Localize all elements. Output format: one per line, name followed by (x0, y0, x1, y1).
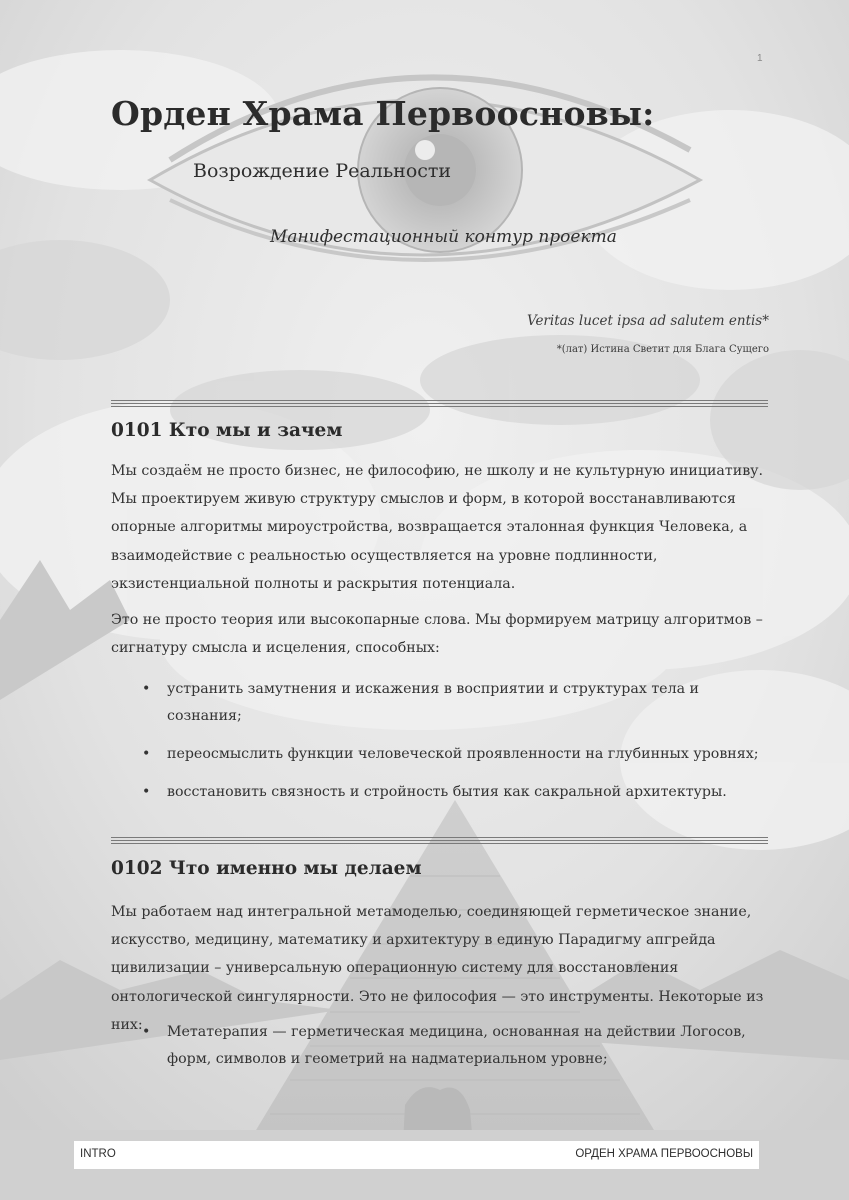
page-number: 1 (757, 53, 763, 64)
list-item: • переосмыслить функции человеческой проявленности на глубинных уровнях; (111, 741, 771, 768)
page-footer (74, 1141, 759, 1169)
footer-org-name: ОРДЕН ХРАМА ПЕРВООСНОВЫ (575, 1148, 753, 1160)
section-divider (111, 837, 768, 844)
list-item: • устранить замутнения и искажения в восприятии и структурах тела и сознания; (111, 676, 771, 730)
paragraph: Мы создаём не просто бизнес, не философию, не школу и не культурную инициативу. Мы проектируем живую структуру смыслов и форм, в которой восстанавливаются опорные алгоритмы мироустройства, возвращается эталонная функция Человека, а взаимодействие с реальностью осуществляется на уровне подлинности, экзистенциальной полноты и раскрытия потенциала. (111, 463, 764, 592)
list-item: • восстановить связность и стройность бытия как сакральной архитектуры. (111, 779, 771, 806)
motto-translation: *(лат) Истина Светит для Блага Сущего (556, 344, 769, 355)
section-divider (111, 400, 768, 407)
section-heading: 0102 Что именно мы делаем (111, 858, 422, 879)
document-subtitle: Возрождение Реальности (193, 160, 452, 182)
list-item: • Метатерапия — герметическая медицина, основанная на действии Логосов, форм, символов и геометрий на надматериальном уровне; (111, 1019, 771, 1073)
bullet-list (111, 1019, 771, 1073)
bullet-list (111, 676, 771, 806)
footer-section-label: INTRO (80, 1148, 116, 1160)
section-heading: 0101 Кто мы и зачем (111, 420, 343, 441)
paragraph: Это не просто теория или высокопарные слова. Мы формируем матрицу алгоритмов – сигнатуру смысла и исцеления, способных: (111, 612, 763, 657)
paragraph: Мы работаем над интегральной метамоделью, соединяющей герметическое знание, искусство, медицину, математику и архитектуру в единую Парадигму апгрейда цивилизации – универсальную операционную систему для восстановления онтологической сингулярности. Это не философия — это инструменты. Некоторые из них: (111, 904, 764, 1033)
latin-motto: Veritas lucet ipsa ad salutem entis* (526, 313, 769, 329)
document-title: Орден Храма Первоосновы: (111, 94, 655, 133)
document-tagline: Манифестационный контур проекта (270, 227, 617, 247)
